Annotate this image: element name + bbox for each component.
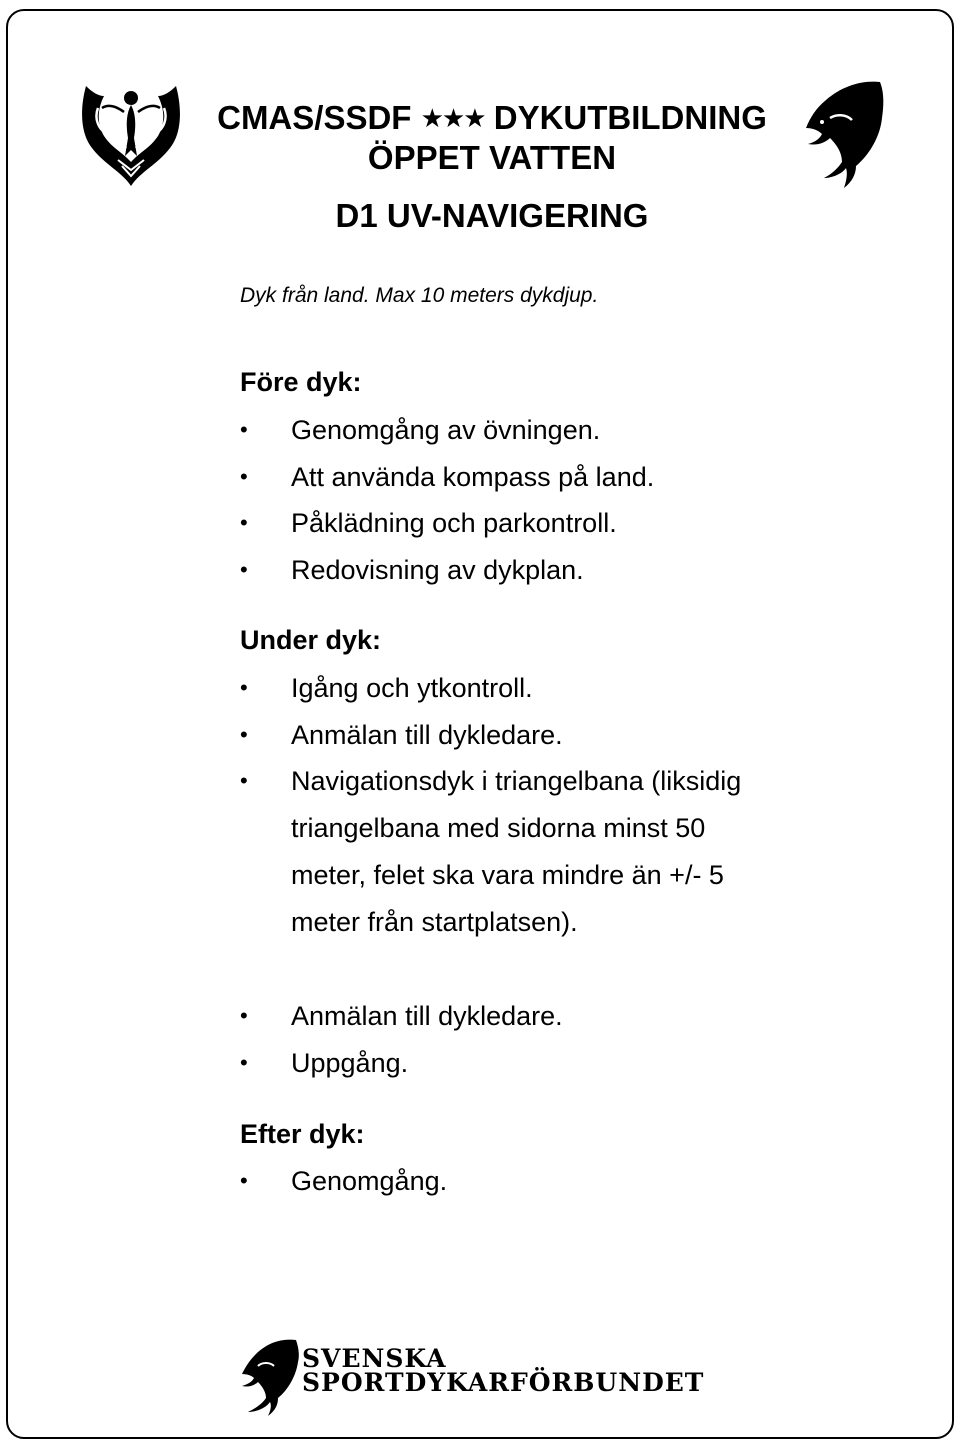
list-item-text: Påklädning och parkontroll. xyxy=(291,508,617,538)
bullet-icon: • xyxy=(240,464,248,489)
bullet-icon: • xyxy=(240,1168,248,1193)
section-heading-after-dive: Efter dyk: xyxy=(240,1119,365,1149)
bullet-icon: • xyxy=(240,1003,248,1028)
bullet-icon: • xyxy=(240,722,248,747)
footer-org-name-line1: SVENSKA xyxy=(302,1344,447,1373)
cmas-mermaid-logo-icon xyxy=(78,78,184,190)
section-heading-during-dive: Under dyk: xyxy=(240,625,382,655)
list-item-text: Navigationsdyk i triangelbana (liksidig triangelbana med sidorna minst 50 meter, felet ska vara mindre än +/- 5 meter från startplatsen). xyxy=(291,766,742,937)
list-item-text: Uppgång. xyxy=(291,1048,409,1078)
dolphin-logo-icon xyxy=(802,78,888,190)
bullet-icon: • xyxy=(240,510,248,535)
title-suffix: DYKUTBILDNING xyxy=(493,99,767,136)
footer-org-name-line2: SPORTDYKARFÖRBUNDET xyxy=(302,1368,705,1397)
dive-conditions: Dyk från land. Max 10 meters dykdjup. xyxy=(240,284,599,307)
bullet-icon: • xyxy=(240,417,248,442)
bullet-icon: • xyxy=(240,557,248,582)
document-title-line2: ÖPPET VATTEN xyxy=(367,139,617,176)
list-item-text: Igång och ytkontroll. xyxy=(291,673,533,703)
list-item-text: Att använda kompass på land. xyxy=(291,462,655,492)
title-prefix: CMAS/SSDF xyxy=(217,99,412,136)
bullet-icon: • xyxy=(240,1050,248,1075)
list-item-text: Genomgång. xyxy=(291,1166,448,1196)
list-item-text: Anmälan till dykledare. xyxy=(291,1001,563,1031)
bullet-icon: • xyxy=(240,768,248,793)
bullet-icon: • xyxy=(240,675,248,700)
document-title-line1 xyxy=(190,100,794,136)
list-item-text: Redovisning av dykplan. xyxy=(291,555,584,585)
dolphin-logo-icon xyxy=(240,1336,300,1416)
document-title-line3: D1 UV-NAVIGERING xyxy=(335,197,649,234)
section-heading-before-dive: Före dyk: xyxy=(240,367,362,397)
list-item-text: Genomgång av övningen. xyxy=(291,415,601,445)
three-star-icon: ★★★ xyxy=(420,103,485,133)
list-item-text: Anmälan till dykledare. xyxy=(291,720,563,750)
